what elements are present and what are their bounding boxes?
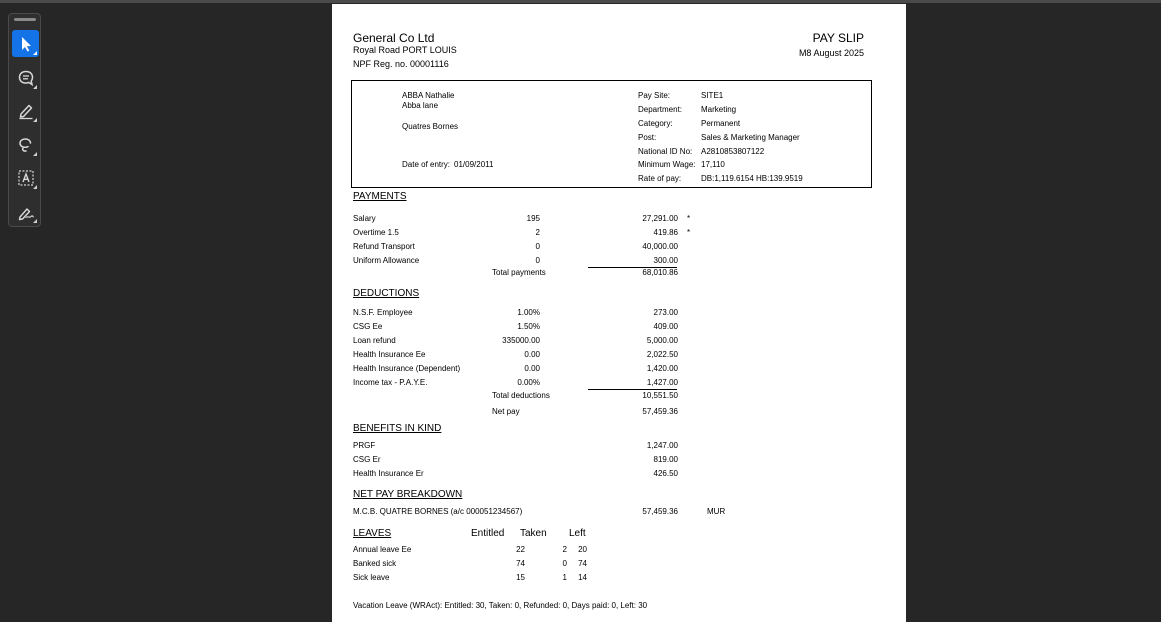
- net-pay-row: [353, 407, 893, 419]
- deduction-amount: 1,427.00: [646, 378, 678, 387]
- taken-column-header: Taken: [520, 528, 547, 539]
- leaves-heading: LEAVES: [353, 528, 392, 539]
- payment-label: Uniform Allowance: [353, 256, 420, 265]
- payment-label: Salary: [353, 214, 376, 223]
- entry-date-value: 01/09/2011: [454, 160, 494, 169]
- payment-row: [353, 214, 893, 226]
- deduction-rate: 0.00: [524, 364, 540, 373]
- tool-menu-indicator: [33, 85, 37, 89]
- net-pay-amount: 57,459.36: [642, 407, 678, 416]
- deduction-label: Income tax - P.A.Y.E.: [353, 378, 428, 387]
- deduction-label: Health Insurance Ee: [353, 350, 426, 359]
- payment-label: Refund Transport: [353, 242, 415, 251]
- benefit-row: [353, 441, 893, 453]
- net-pay-label: Net pay: [492, 407, 520, 416]
- comment-tool-button[interactable]: [12, 64, 39, 91]
- leave-entitled: 74: [516, 559, 525, 568]
- text-tool-button[interactable]: [12, 164, 39, 191]
- deduction-row: [353, 308, 893, 320]
- leave-row: [353, 559, 653, 571]
- leave-left: 20: [578, 545, 587, 554]
- left-column-header: Left: [569, 528, 586, 539]
- payment-label: Overtime 1.5: [353, 228, 399, 237]
- draw-tool-button[interactable]: [12, 131, 39, 158]
- deductions-total-row: [353, 391, 893, 403]
- detail-label: Rate of pay:: [638, 174, 682, 183]
- highlight-pen-icon: [17, 102, 35, 120]
- tool-menu-indicator: [33, 152, 37, 156]
- deduction-amount: 1,420.00: [646, 364, 678, 373]
- payment-mark: *: [687, 214, 691, 223]
- breakdown-heading: NET PAY BREAKDOWN: [353, 489, 463, 500]
- total-deductions-label: Total deductions: [492, 391, 550, 400]
- text-box-icon: [17, 169, 35, 187]
- benefit-row: [353, 455, 893, 467]
- company-address: Royal Road PORT LOUIS: [353, 45, 457, 55]
- sign-tool-button[interactable]: [12, 198, 39, 225]
- breakdown-amount: 57,459.36: [642, 507, 678, 516]
- bank-account-label: M.C.B. QUATRE BORNES (a/c 000051234567): [353, 507, 523, 516]
- entitled-column-header: Entitled: [471, 528, 505, 539]
- deduction-rate: 1.50%: [517, 322, 540, 331]
- deduction-rate: 0.00: [524, 350, 540, 359]
- deduction-label: Loan refund: [353, 336, 396, 345]
- deduction-row: [353, 350, 893, 362]
- detail-label: National ID No:: [638, 147, 693, 156]
- employee-address-line2: Quatres Bornes: [402, 122, 459, 131]
- freehand-lasso-icon: [17, 136, 35, 154]
- comment-icon: [17, 69, 35, 87]
- deduction-row: [353, 364, 893, 376]
- deduction-amount: 2,022.50: [646, 350, 678, 359]
- toolbar-drag-handle[interactable]: [14, 18, 36, 21]
- employee-name: ABBA Nathalie: [402, 91, 455, 100]
- payment-quantity: 0: [535, 256, 540, 265]
- tool-menu-indicator: [33, 51, 37, 55]
- tool-menu-indicator: [33, 185, 37, 189]
- detail-value: Permanent: [701, 119, 741, 128]
- leave-taken: 1: [562, 573, 567, 582]
- total-payments-label: Total payments: [492, 268, 546, 277]
- entry-date-label: Date of entry:: [402, 160, 451, 169]
- npf-registration: NPF Reg. no. 00001116: [353, 59, 449, 69]
- deduction-label: Health Insurance (Dependent): [353, 364, 461, 373]
- benefit-label: CSG Er: [353, 455, 381, 464]
- detail-label: Department:: [638, 105, 683, 114]
- deduction-label: N.S.F. Employee: [353, 308, 413, 317]
- leave-row: [353, 573, 653, 585]
- total-deductions-amount: 10,551.50: [642, 391, 678, 400]
- deduction-row: [353, 322, 893, 334]
- deduction-amount: 5,000.00: [646, 336, 678, 345]
- leave-type: Sick leave: [353, 573, 390, 582]
- deduction-amount: 409.00: [653, 322, 678, 331]
- detail-value: Sales & Marketing Manager: [701, 133, 800, 142]
- deduction-rate: 0.00%: [517, 378, 540, 387]
- payment-amount: 419.86: [653, 228, 678, 237]
- payment-amount: 300.00: [653, 256, 678, 265]
- leave-taken: 2: [562, 545, 567, 554]
- leave-row: [353, 545, 653, 557]
- detail-value: 17,110: [701, 160, 725, 169]
- detail-value: Marketing: [701, 105, 737, 114]
- payslip-page: [332, 4, 906, 622]
- benefit-amount: 1,247.00: [646, 441, 678, 450]
- payment-amount: 40,000.00: [642, 242, 678, 251]
- benefit-amount: 426.50: [653, 469, 678, 478]
- vacation-leave-note: Vacation Leave (WRAct): Entitled: 30, Taken: 0, Refunded: 0, Days paid: 0, Left: 30: [353, 601, 648, 610]
- employee-address-line1: Abba lane: [402, 101, 439, 110]
- leave-left: 74: [578, 559, 587, 568]
- pay-period: M8 August 2025: [798, 48, 864, 58]
- benefit-label: Health Insurance Er: [353, 469, 424, 478]
- payment-quantity: 0: [535, 242, 540, 251]
- payments-total-row: [353, 268, 893, 280]
- detail-value: DB:1,119.6154 HB:139.9519: [701, 174, 803, 183]
- deductions-heading: DEDUCTIONS: [353, 288, 420, 299]
- benefit-label: PRGF: [353, 441, 376, 450]
- total-payments-amount: 68,010.86: [642, 268, 678, 277]
- leave-entitled: 15: [516, 573, 525, 582]
- company-name: General Co Ltd: [353, 31, 435, 45]
- payment-row: [353, 242, 893, 254]
- leave-left: 14: [578, 573, 587, 582]
- currency-code: MUR: [707, 507, 726, 516]
- document-title: PAY SLIP: [812, 31, 864, 45]
- detail-value: SITE1: [701, 91, 724, 100]
- deduction-label: CSG Ee: [353, 322, 383, 331]
- payment-mark: *: [687, 228, 691, 237]
- payments-heading: PAYMENTS: [353, 191, 407, 202]
- detail-label: Category:: [638, 119, 673, 128]
- leave-type: Annual leave Ee: [353, 545, 412, 554]
- payment-quantity: 2: [535, 228, 540, 237]
- detail-value: A2810853807122: [701, 147, 765, 156]
- benefit-amount: 819.00: [653, 455, 678, 464]
- detail-label: Pay Site:: [638, 91, 671, 100]
- select-arrow-icon: [17, 35, 35, 53]
- payment-quantity: 195: [526, 214, 540, 223]
- breakdown-row: [353, 507, 893, 519]
- annotation-toolbar: [8, 13, 41, 227]
- highlight-tool-button[interactable]: [12, 97, 39, 124]
- tool-menu-indicator: [33, 118, 37, 122]
- leave-entitled: 22: [516, 545, 525, 554]
- tool-menu-indicator: [33, 219, 37, 223]
- detail-label: Post:: [638, 133, 657, 142]
- benefit-row: [353, 469, 893, 481]
- payment-row: [353, 228, 893, 240]
- benefits-heading: BENEFITS IN KIND: [353, 423, 442, 434]
- deduction-row: [353, 336, 893, 348]
- detail-label: Minimum Wage:: [638, 160, 696, 169]
- total-rule: [588, 389, 677, 390]
- payment-amount: 27,291.00: [642, 214, 678, 223]
- window-top-edge: [0, 0, 1161, 3]
- leave-type: Banked sick: [353, 559, 397, 568]
- deduction-amount: 273.00: [653, 308, 678, 317]
- leave-taken: 0: [562, 559, 567, 568]
- deduction-rate: 335000.00: [502, 336, 540, 345]
- signature-pen-icon: [17, 203, 35, 221]
- select-tool-button[interactable]: [12, 30, 39, 57]
- deduction-rate: 1.00%: [517, 308, 540, 317]
- employee-details-box: [351, 80, 872, 188]
